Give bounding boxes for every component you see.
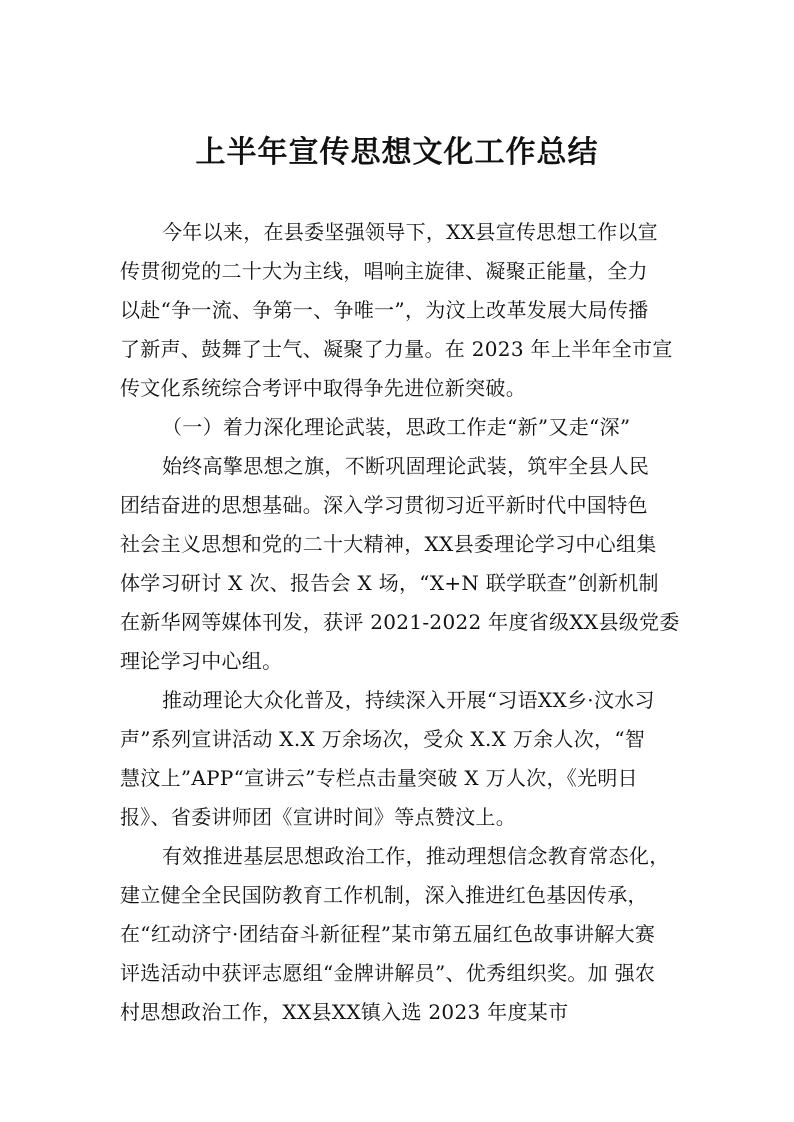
- paragraph-line: 传贯彻党的二十大为主线，唱响主旋律、凝聚正能量，全力: [120, 259, 648, 283]
- paragraph-line: 村思想政治工作，XX县XX镇入选 2023 年度某市: [120, 1000, 569, 1024]
- paragraph-line: 声”系列宣讲活动 X.X 万余场次，受众 X.X 万余人次，“智: [120, 727, 646, 751]
- paragraph-line: 今年以来，在县委坚强领导下，XX县宣传思想工作以宣: [162, 220, 658, 244]
- paragraph-line: 了新声、鼓舞了士气、凝聚了力量。在 2023 年上半年全市宣: [120, 337, 673, 361]
- paragraph-line: 社会主义思想和党的二十大精神，XX县委理论学习中心组集: [120, 532, 657, 556]
- paragraph-line: 报》、省委讲师团《宣讲时间》等点赞汶上。: [120, 805, 516, 829]
- paragraph-line: 慧汶上”APP“宣讲云”专栏点击量突破 X 万人次，《光明日: [120, 766, 638, 790]
- paragraph-line: 以赴“争一流、争第一、争唯一”，为汶上改革发展大局传播: [120, 298, 649, 322]
- paragraph-line: 在“红动济宁·团结奋斗新征程”某市第五届红色故事讲解大赛: [120, 922, 656, 946]
- paragraph-line: 评选活动中获评志愿组“金牌讲解员”、优秀组织奖。加 强农: [120, 961, 656, 985]
- document-body: [120, 213, 680, 1032]
- paragraph-line: 在新华网等媒体刊发，获评 2021-2022 年度省级XX县级党委: [120, 610, 680, 634]
- paragraph-line: 建立健全全民国防教育工作机制，深入推进红色基因传承，: [120, 883, 648, 907]
- paragraph-line: 始终高擎思想之旗，不断巩固理论武装，筑牢全县人民: [162, 454, 650, 478]
- paragraph-line: 理论学习中心组。: [120, 649, 283, 673]
- paragraph-line: 团结奋进的思想基础。深入学习贯彻习近平新时代中国特色: [120, 493, 648, 517]
- paragraph-line: 体学习研讨 X 次、报告会 X 场，“X+N 联学联查”创新机制: [120, 571, 659, 595]
- paragraph-line: 传文化系统综合考评中取得争先进位新突破。: [120, 376, 526, 400]
- document-title: 上半年宣传思想文化工作总结: [195, 135, 599, 170]
- paragraph-line: 推动理论大众化普及，持续深入开展“习语XX乡·汶水习: [162, 688, 655, 712]
- section-heading: （一）着力深化理论武装，思政工作走“新”又走“深”: [162, 415, 631, 439]
- paragraph-line: 有效推进基层思想政治工作，推动理想信念教育常态化，: [162, 844, 670, 868]
